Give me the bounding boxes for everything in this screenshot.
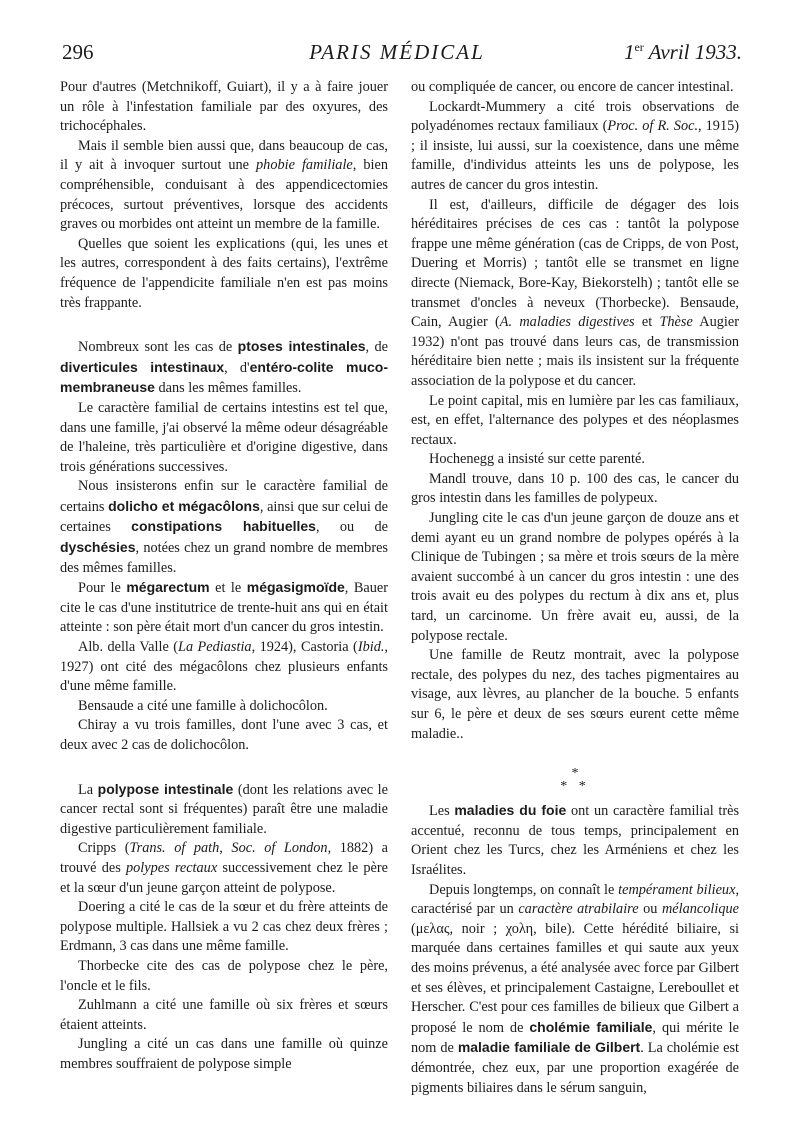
paragraph: Une famille de Reutz montrait, avec la polypose rectale, des polypes du nez, des taches pigmentaires au visage, aux lèvres, au plancher de la bouche. 5 enfants sur 6, le père et deux de ses sœurs eurent cette même maladie.. [411,647,739,742]
date-superscript: er [634,40,644,54]
paragraph: Le caractère familial de certains intestins est tel que, dans une famille, j'ai observé la même odeur désagréable de l'haleine, très particulière et d'origine digestive, dans trois générations successives. [60,399,388,475]
paragraph: Le point capital, mis en lumière par les cas familiaux, est, en effet, l'alternance des polypes et des néoplasmes rectaux. [411,392,739,448]
left-column [60,78,388,1075]
right-column [411,78,739,1098]
running-header [52,40,742,80]
section-gap [411,744,739,763]
paragraph: Jungling a cité un cas dans une famille où quinze membres souffraient de polypose simple [60,1036,388,1072]
section-gap [60,313,388,337]
paragraph: La polypose intestinale (dont les relations avec le cancer rectal sont si fréquentes) paraît être une maladie digestive particulièrement familiale. [60,780,389,837]
date-text: Avril 1933. [643,40,742,64]
paragraph: Nous insisterons enfin sur le caractère familial de certains dolicho et mégacôlons, ainsi que sur celui de certaines constipations habituelles, ou de dyschésies, notées chez un grand nombre de membres des mêmes familles. [60,478,389,576]
paragraph: Jungling cite le cas d'un jeune garçon de douze ans et demi ayant eu un grand nombre de polypes opérés à la Clinique de Tubingen ; sa mère et trois sœurs de la mère avaient succombé à un cancer du gros intestin : une des trois avait eu des polypes du rectum à dix ans et, plus tard, un carcinome. Un frère avait eu, aussi, de la polypose rectale. [411,510,739,644]
issue-date: 1er Avril 1933. [623,40,742,64]
section-gap [60,756,388,780]
paragraph: Cripps (Trans. of path, Soc. of London, 1882) a trouvé des polypes rectaux successivement chez le père et la sœur d'un jeune garçon atteint de polypose. [60,840,388,896]
paragraph: Doering a cité le cas de la sœur et du frère atteints de polypose multiple. Hallsiek a vu 2 cas chez deux frères ; Erdmann, 3 cas dans une même famille. [60,899,388,955]
journal-title: PARIS MÉDICAL [309,40,485,64]
paragraph: Alb. della Valle (La Pediastia, 1924), Castoria (Ibid., 1927) ont cité des mégacôlons chez plusieurs enfants d'une même famille. [60,639,388,695]
paragraph: Il est, d'ailleurs, difficile de dégager des lois héréditaires précises de ces cas : tantôt la polypose frappe une même génération (cas de Cripps, de von Post, Duering et Morris) ; tantôt elle se transmet en ligne directe (Niemack, Bore-Kay, Biekorstelh) ; tantôt elle se transmet d'oncles à neveux (Thorbecke). Bensaude, Cain, Augier (A. maladies digestives et Thèse Augier 1932) n'ont pas trouvé dans leurs cas, de transmission héréditaire bien nette ; mais ils insistent sur la fréquente association de la polypose et du cancer. [411,196,739,389]
paragraph: Pour d'autres (Metchnikoff, Guiart), il y a à faire jouer un rôle à l'infestation familiale par des oxyures, des trichocéphales. [60,79,388,135]
page-number: 296 [62,40,94,64]
paragraph: Lockardt-Mummery a cité trois observations de polyadénomes rectaux familiaux (Proc. of R. Soc., 1915) ; il insiste, lui aussi, sur la coexistence, dans une même famille, d'individus atteints les uns de polypose, les autres de cancer du gros intestin. [411,98,740,193]
paragraph: Hochenegg a insisté sur cette parenté. [429,451,645,468]
paragraph: Les maladies du foie ont un caractère familial très accentué, reconnu de tous temps, principalement en Orient chez les Turcs, chez les Arméniens et chez les Israélites. [411,802,740,878]
paragraph: Quelles que soient les explications (qui, les unes et les autres, correspondent à des faits certains), l'extrême fréquence de l'appendicite familiale n'en est pas moins très frappante. [60,235,388,311]
paragraph: Thorbecke cite des cas de polypose chez le père, l'oncle et le fils. [60,957,388,994]
paragraph: Mais il semble bien aussi que, dans beaucoup de cas, il y ait à invoquer surtout une phobie familiale, bien compréhensible, conduisant à des appendicectomies précoces, surtout préventives, lorsque des accidents graves ou morbides ont atteint un membre de la famille. [60,137,388,233]
paragraph: Mandl trouve, dans 10 p. 100 des cas, le cancer du gros intestin dans les familles de polypeux. [411,470,739,507]
paragraph: Bensaude a cité une famille à dolichocôlon. [78,697,328,714]
paragraph: Depuis longtemps, on connaît le tempérament bilieux, caractérisé par un caractère atrabilaire ou mélancolique (μελας, noir ; χολη, bile). Cette hérédité biliaire, si marquée dans certaines familles et qui saute aux yeux des moins prévenus, a été analysée avec force par Gilbert et ses élèves, et principalement Castaigne, Lereboullet et Herscher. C'est pour ces familles de bilieux que Gilbert a proposé le nom de cholémie familiale, qui mérite le nom de maladie familiale de Gilbert. La cholémie est démontrée, chez eux, par une proportion exagérée de pigments biliaires dans le sérum sanguin, [411,881,740,1096]
paragraph: Pour le mégarectum et le mégasigmoïde, Bauer cite le cas d'une institutrice de trente-huit ans qui en était atteinte : son père était mort d'un cancer du gros intestin. [60,579,388,636]
paragraph: Nombreux sont les cas de ptoses intestinales, de diverticules intestinaux, d'entéro-colite muco-membraneuse dans les mêmes familles. [60,338,389,397]
paragraph: Zuhlmann a cité une famille où six frères et sœurs étaient atteints. [60,997,388,1033]
paragraph: ou compliquée de cancer, ou encore de cancer intestinal. [411,79,734,95]
paragraph: Chiray a vu trois familles, dont l'une avec 3 cas, et deux avec 2 cas de dolichocôlon. [60,717,388,753]
asterism-separator: * * * [560,766,590,795]
